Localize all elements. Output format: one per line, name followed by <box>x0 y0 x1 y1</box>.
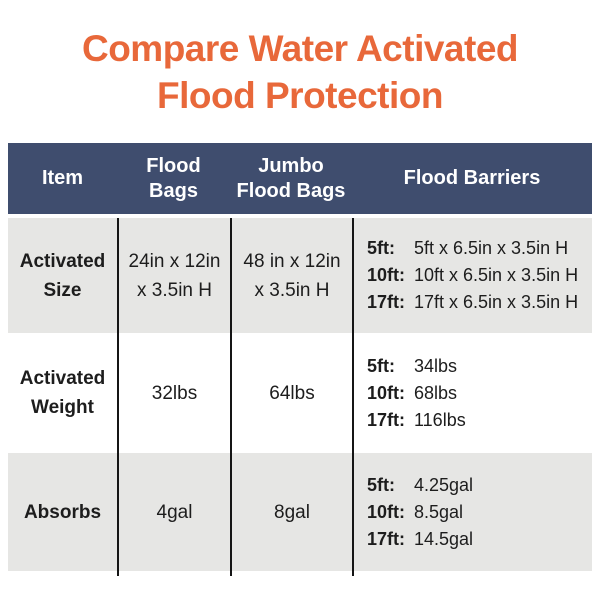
row-label-line: Weight <box>31 397 94 418</box>
page-title-line-1: Compare Water Activated <box>81 28 519 69</box>
cell-jumbo-flood-bags-size <box>230 218 352 333</box>
comparison-table <box>8 143 592 576</box>
barrier-value: 68lbs <box>414 382 458 403</box>
barrier-length-label: 5ft: <box>367 355 395 376</box>
barrier-length-label: 10ft: <box>367 501 406 522</box>
row-label-activated-size <box>8 218 117 333</box>
row-label-line: Activated <box>19 250 106 272</box>
barrier-value: 8.5gal <box>414 501 464 522</box>
cell-flood-bags-absorbs <box>117 453 230 571</box>
column-header-flood-bags-line-1: Flood <box>146 154 201 177</box>
cell-flood-bags-weight <box>117 333 230 453</box>
cell-flood-barriers-weight <box>352 333 592 453</box>
cell-flood-barriers-size <box>352 218 592 333</box>
cell-value-line: x 3.5in H <box>137 279 212 301</box>
cell-value-line: 24in x 12in <box>128 250 221 272</box>
cell-value-line: 32lbs <box>151 382 198 404</box>
cell-flood-bags-size <box>117 218 230 333</box>
barrier-value: 14.5gal <box>414 528 474 549</box>
cell-value-line: x 3.5in H <box>254 279 330 301</box>
page-title <box>0 25 600 119</box>
cell-value-line: 48 in x 12in <box>243 250 341 272</box>
cell-value-line: 8gal <box>274 501 310 523</box>
divider-overhang <box>8 571 117 576</box>
barrier-value: 10ft x 6.5in x 3.5in H <box>414 265 579 285</box>
barrier-spec-line <box>367 526 473 553</box>
barrier-spec-line <box>367 289 578 316</box>
divider-overhang <box>230 571 352 576</box>
cell-value-line: 4gal <box>156 501 193 523</box>
barrier-spec-line <box>367 262 578 289</box>
column-header-flood-barriers-label: Flood Barriers <box>403 167 541 189</box>
page-title-line-2: Flood Protection <box>157 75 443 116</box>
barrier-length-label: 5ft: <box>367 238 395 258</box>
barrier-spec-line <box>367 235 568 262</box>
barrier-length-label: 5ft: <box>367 474 395 495</box>
row-label-line: Activated <box>19 368 106 389</box>
column-header-jumbo-flood-bags-line-2: Flood Bags <box>236 179 346 202</box>
table-header-row <box>8 143 592 214</box>
column-header-jumbo-flood-bags <box>230 143 352 214</box>
cell-value-line: 64lbs <box>269 382 315 404</box>
barrier-value: 4.25gal <box>414 474 474 495</box>
barrier-length-label: 17ft: <box>367 292 406 312</box>
barrier-spec-line <box>367 499 463 526</box>
barrier-value: 5ft x 6.5in x 3.5in H <box>414 238 569 258</box>
barrier-length-label: 10ft: <box>367 265 406 285</box>
column-header-item <box>8 143 117 214</box>
barrier-spec-line <box>367 407 466 434</box>
column-header-flood-barriers <box>352 143 592 214</box>
row-label-activated-weight <box>8 333 117 453</box>
cell-jumbo-flood-bags-weight <box>230 333 352 453</box>
divider-overhang <box>352 571 592 576</box>
column-header-item-label: Item <box>41 167 84 189</box>
row-label-absorbs <box>8 453 117 571</box>
cell-jumbo-flood-bags-absorbs <box>230 453 352 571</box>
table-body <box>8 218 592 576</box>
row-label-line: Size <box>43 279 82 301</box>
barrier-length-label: 10ft: <box>367 382 406 403</box>
column-header-jumbo-flood-bags-line-1: Jumbo <box>258 154 324 177</box>
barrier-value: 17ft x 6.5in x 3.5in H <box>414 292 579 312</box>
cell-flood-barriers-absorbs <box>352 453 592 571</box>
column-header-flood-bags <box>117 143 230 214</box>
divider-overhang <box>117 571 230 576</box>
barrier-spec-line <box>367 380 457 407</box>
barrier-value: 116lbs <box>414 409 466 430</box>
barrier-length-label: 17ft: <box>367 409 406 430</box>
barrier-spec-line <box>367 472 473 499</box>
barrier-length-label: 17ft: <box>367 528 406 549</box>
barrier-spec-line <box>367 353 457 380</box>
row-label-line: Absorbs <box>23 501 102 523</box>
column-header-flood-bags-line-2: Bags <box>149 179 198 202</box>
barrier-value: 34lbs <box>414 355 458 376</box>
